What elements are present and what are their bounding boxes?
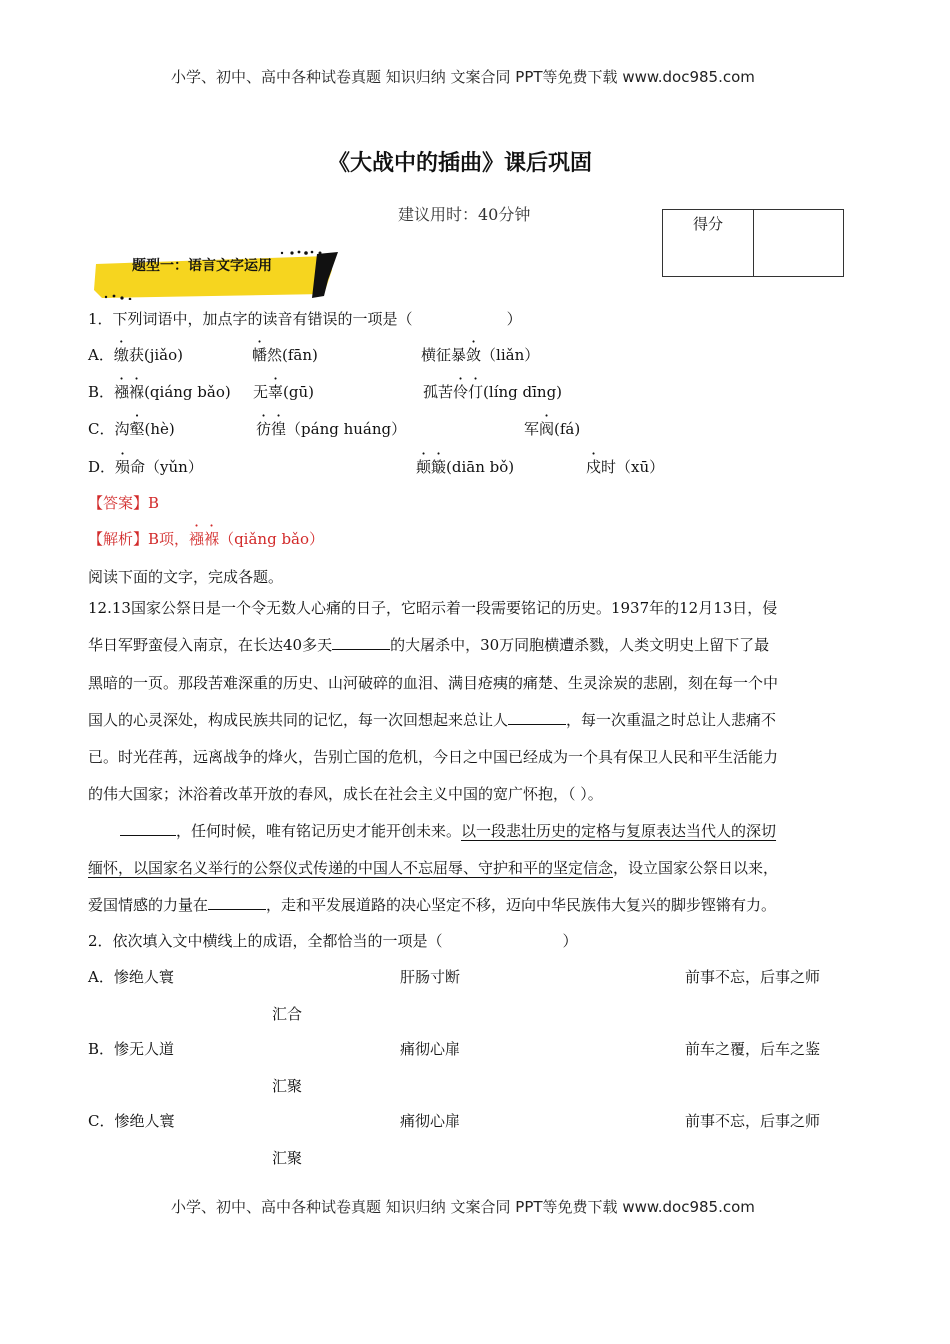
q2-option-a-b: 肝肠寸断: [400, 968, 461, 986]
q1-option-b: B．襁褓(qiáng bǎo): [88, 383, 231, 401]
passage-line-3: 黑暗的一页。那段苦难深重的历史、山河破碎的血泪、满目疮痍的痛楚、生灵涂炭的悲剧，刻在每一个中: [88, 674, 779, 692]
blank-2: [508, 708, 566, 725]
q1-option-c: C．沟壑(hè): [88, 420, 175, 438]
passage-line-9: 爱国情感的力量在 ，走和平发展道路的决心坚定不移，迈向中华民族伟大复兴的脚步铿锵有力。: [88, 887, 776, 924]
blank-4: [208, 893, 266, 910]
blank-3: [120, 819, 176, 836]
q1-option-d-word2: 颠簸(diān bǒ): [416, 458, 515, 476]
q2-option-c-d: 汇聚: [272, 1149, 303, 1167]
section-banner-label: 题型一：语言文字运用: [132, 258, 272, 274]
q1-option-a: A．缴获(jiǎo): [88, 346, 183, 364]
blank-1: [332, 633, 390, 650]
passage-line-8: 缅怀，以国家名义举行的公祭仪式传递的中国人不忘屈辱、守护和平的坚定信念，设立国家公祭日以来，: [88, 859, 779, 877]
score-label: 得分: [663, 210, 754, 276]
q2-option-c-c: 前事不忘，后事之师: [685, 1112, 821, 1130]
q1-option-c-word2: 彷徨（páng huáng）: [256, 420, 407, 438]
q2-option-c-b: 痛彻心扉: [400, 1112, 461, 1130]
q2-option-b: B．惨无人道: [88, 1040, 175, 1058]
q1-option-a-word3: 横征暴敛（liǎn）: [421, 346, 540, 364]
section-banner: [92, 250, 340, 300]
page-title: 《大战中的插曲》课后巩固: [328, 151, 593, 176]
q1-answer: 【答案】B: [88, 494, 160, 512]
q1-option-d-word3: 戍时（xū）: [586, 458, 665, 476]
passage-line-5: 已。时光荏苒，远离战争的烽火，告别亡国的危机，今日之中国已经成为一个具有保卫人民和平生活能力: [88, 748, 779, 766]
suggested-time: 建议用时：40分钟: [398, 205, 531, 224]
q1-option-d: D．殒命（yǔn）: [88, 458, 203, 476]
q2-option-b-c: 前车之覆，后车之鉴: [685, 1040, 821, 1058]
q2-stem: 2．依次填入文中横线上的成语，全都恰当的一项是（ ）: [88, 932, 578, 950]
passage-line-2: 华日军野蛮侵入南京，在长达40多天 的大屠杀中，30万同胞横遭杀戮，人类文明史上留下了最: [88, 627, 769, 664]
q2-option-b-d: 汇聚: [272, 1077, 303, 1095]
q1-stem: 1．下列词语中，加点字的读音有错误的一项是（ ）: [88, 310, 522, 328]
q2-option-a-d: 汇合: [272, 1005, 303, 1023]
q2-option-c: C．惨绝人寰: [88, 1112, 175, 1130]
passage-line-4: 国人的心灵深处，构成民族共同的记忆，每一次回想起来总让人 ，每一次重温之时总让人悲痛不: [88, 702, 776, 739]
q2-option-b-b: 痛彻心扉: [400, 1040, 461, 1058]
q1-option-a-word2: 幡然(fān): [252, 346, 318, 364]
q1-analysis: 【解析】B项，襁褓（qiǎng bǎo）: [88, 530, 325, 548]
q2-option-a-c: 前事不忘，后事之师: [685, 968, 821, 986]
page-footer: 小学、初中、高中各种试卷真题 知识归纳 文案合同 PPT等免费下载 www.doc985.com: [171, 1198, 755, 1216]
q1-option-b-word3: 孤苦伶仃(líng dīng): [423, 383, 563, 401]
page-header: 小学、初中、高中各种试卷真题 知识归纳 文案合同 PPT等免费下载 www.doc985.com: [171, 68, 755, 86]
q1-option-c-word3: 军阀(fá): [524, 420, 581, 438]
reading-instruction: 阅读下面的文字，完成各题。: [88, 568, 284, 586]
q2-option-a: A．惨绝人寰: [88, 968, 174, 986]
passage-line-1: 12.13国家公祭日是一个令无数人心痛的日子，它昭示着一段需要铭记的历史。1937年的12月13日，侵: [88, 599, 778, 617]
score-box: [662, 209, 844, 277]
score-value-cell[interactable]: [754, 210, 843, 276]
q1-option-b-word2: 无辜(gū): [253, 383, 314, 401]
passage-line-6: 的伟大国家；沐浴着改革开放的春风，成长在社会主义中国的宽广怀抱，（ ）。: [88, 785, 603, 803]
passage-line-7: ，任何时候，唯有铭记历史才能开创未来。以一段悲壮历史的定格与复原表达当代人的深切: [120, 813, 776, 850]
